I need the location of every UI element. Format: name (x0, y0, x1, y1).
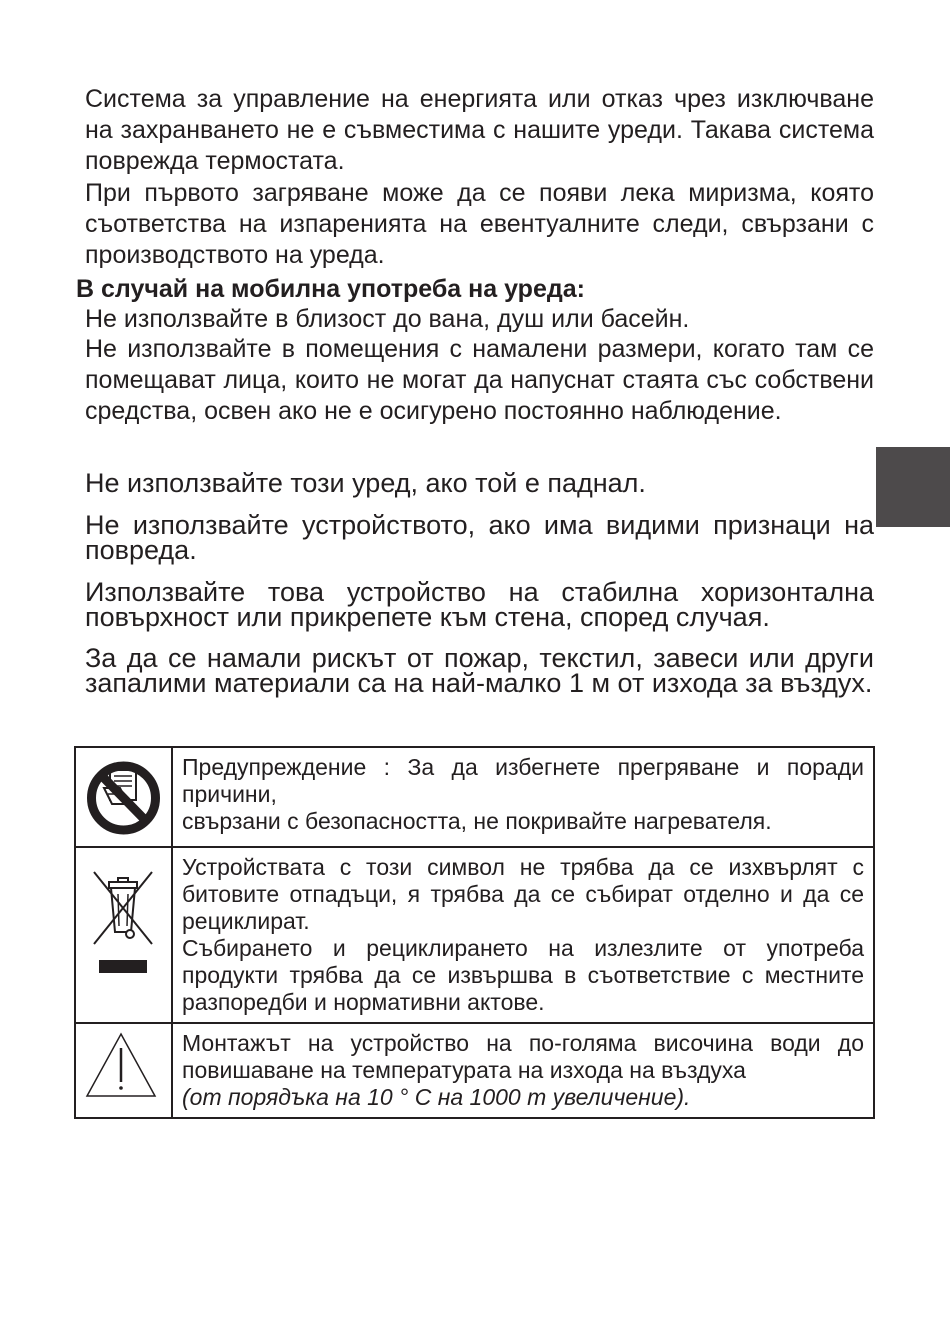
paragraph-text: При първото загряване може да се появи лека миризма, която съответства на изпаренията на евентуалните следи, свързани с производството на уреда. (85, 179, 874, 269)
warning-text-cell (172, 847, 874, 1023)
paragraph-damage (85, 510, 874, 565)
warning-text: Предупреждение : За да избегнете прегряване и поради причини, (182, 754, 864, 807)
warning-row (75, 747, 874, 847)
paragraph-text: Система за управление на енергията или отказ чрез изключване на захранването не е съвместима с нашите уреди. Такава система поврежда термостата. (85, 85, 874, 175)
paragraph-fallen (85, 468, 874, 498)
crossed-bin-icon (76, 848, 171, 1020)
warning-icon-cell (75, 847, 172, 1023)
section-tab-marker (876, 447, 950, 527)
warning-text: (от порядъка на 10 ° C на 1000 m увеличение). (182, 1084, 691, 1110)
paragraph-energy-system (85, 84, 874, 177)
warning-icon-cell (75, 1023, 172, 1118)
warning-text: Събирането и рециклирането на излезлите от употреба продукти трябва да се извършва в съответствие с местните разпоредби и нормативни актове. (182, 935, 864, 1015)
paragraph-fire-risk (85, 643, 874, 698)
paragraph-text: Използвайте това устройство на стабилна хоризонтална повърхност или прикрепете към стена, според случая. (85, 577, 874, 632)
warning-table (74, 746, 875, 1119)
warning-icon-cell (75, 747, 172, 847)
warning-triangle-icon (76, 1024, 171, 1115)
paragraph-text: Не използвайте този уред, ако той е паднал. (85, 468, 646, 498)
paragraph-text: Не използвайте в помещения с намалени размери, когато там се помещават лица, които не могат да напуснат стаята със собствени средства, освен ако не е осигурено постоянно наблюдение. (85, 335, 874, 425)
warning-text-cell (172, 1023, 874, 1118)
warning-text: Устройствата с този символ не трябва да се изхвърлят с битовите отпадъци, я трябва да се събират отделно и да се рециклират. (182, 854, 864, 934)
section-heading: В случай на мобилна употреба на уреда: (76, 275, 585, 303)
warning-text: Монтажът на устройство на по-голяма височина води до повишаване на температурата на изхода на въздуха (182, 1030, 864, 1083)
paragraph-text: Не използвайте в близост до вана, душ или басейн. (85, 305, 690, 333)
paragraph-text: За да се намали рискът от пожар, текстил, завеси или други запалими материали са на най-малко 1 м от изхода за въздух. (85, 643, 874, 698)
paragraph-stable-surface (85, 577, 874, 632)
paragraph-text: Не използвайте устройството, ако има видими признаци на повреда. (85, 510, 874, 565)
warning-text-cell (172, 747, 874, 847)
paragraph-small-rooms (85, 334, 874, 427)
paragraph-first-heating (85, 178, 874, 271)
do-not-cover-icon (76, 748, 171, 848)
paragraph-no-bath (85, 304, 874, 335)
warning-row (75, 1023, 874, 1118)
warning-row (75, 847, 874, 1023)
warning-text: свързани с безопасността, не покривайте нагревателя. (182, 808, 772, 834)
